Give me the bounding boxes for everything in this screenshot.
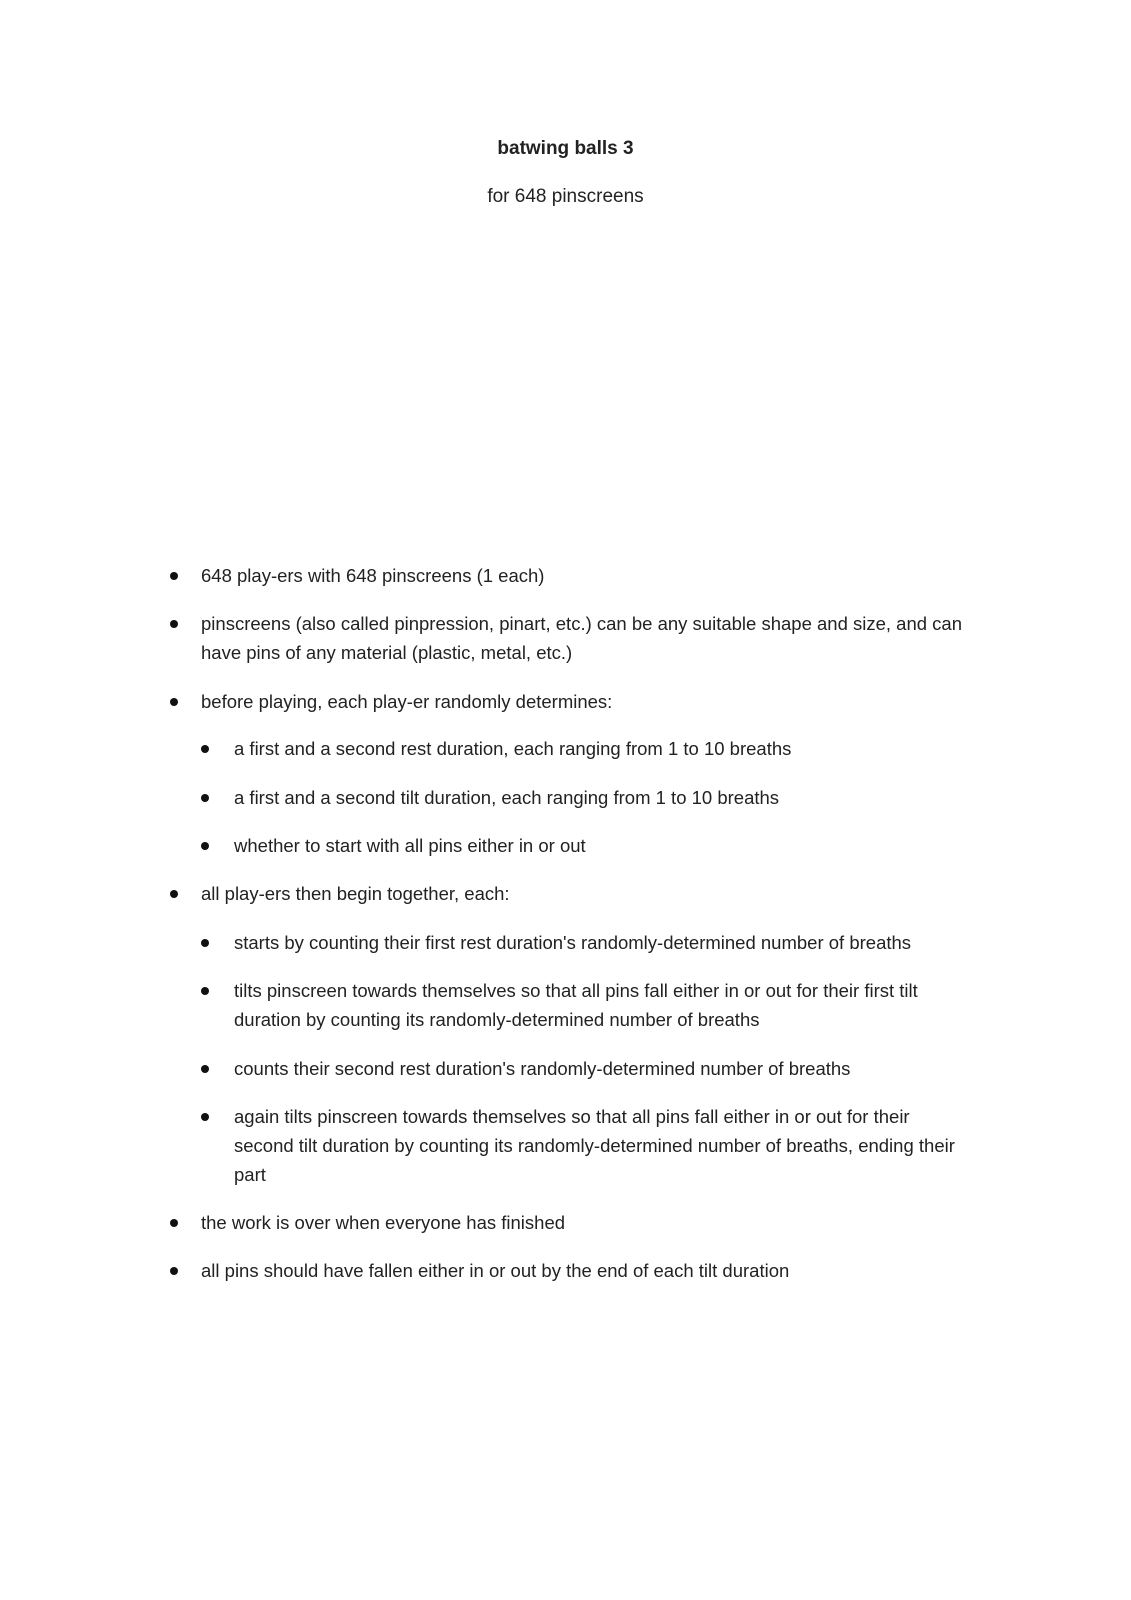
list-item xyxy=(234,928,974,957)
list-item-text: pinscreens (also called pinpression, pinart, etc.) can be any suitable shape and size, and can have pins of any material (plastic, metal, etc.) xyxy=(201,613,963,663)
list-item xyxy=(201,687,981,716)
list-item xyxy=(234,734,974,763)
bullet-icon xyxy=(170,890,178,898)
list-item-text: the work is over when everyone has finished xyxy=(201,1212,566,1233)
list-item xyxy=(201,1208,981,1237)
bullet-icon xyxy=(170,698,178,706)
list-item xyxy=(234,831,974,860)
list-item xyxy=(201,1256,981,1285)
list-item xyxy=(201,879,981,908)
bullet-icon xyxy=(201,1113,209,1121)
list-item xyxy=(234,976,964,1034)
list-item-text: all play-ers then begin together, each: xyxy=(201,883,510,904)
list-item-text: counts their second rest duration's randomly-determined number of breaths xyxy=(234,1058,851,1079)
list-item-text: all pins should have fallen either in or out by the end of each tilt duration xyxy=(201,1260,790,1281)
document-subtitle: for 648 pinscreens xyxy=(487,186,644,207)
list-item xyxy=(234,783,974,812)
list-item-text: 648 play-ers with 648 pinscreens (1 each) xyxy=(201,565,545,586)
list-item xyxy=(201,609,981,667)
bullet-icon xyxy=(201,842,209,850)
list-item-text: a first and a second rest duration, each ranging from 1 to 10 breaths xyxy=(234,738,792,759)
bullet-icon xyxy=(170,620,178,628)
document-title: batwing balls 3 xyxy=(497,138,634,159)
bullet-icon xyxy=(201,987,209,995)
bullet-icon xyxy=(201,939,209,947)
list-item-text: tilts pinscreen towards themselves so that all pins fall either in or out for their first tilt duration by counting its randomly-determined number of breaths xyxy=(234,980,918,1030)
list-item xyxy=(201,561,981,590)
bullet-icon xyxy=(170,1267,178,1275)
bullet-icon xyxy=(201,1065,209,1073)
list-item-text: again tilts pinscreen towards themselves so that all pins fall either in or out for their second tilt duration by counting its randomly-determined number of breaths, ending their part xyxy=(234,1106,955,1185)
list-item-text: whether to start with all pins either in or out xyxy=(234,835,586,856)
list-item-text: before playing, each play-er randomly determines: xyxy=(201,691,613,712)
list-item xyxy=(234,1054,974,1083)
list-item-text: starts by counting their first rest duration's randomly-determined number of breaths xyxy=(234,932,912,953)
bullet-icon xyxy=(170,572,178,580)
bullet-icon xyxy=(201,794,209,802)
list-item xyxy=(234,1102,964,1189)
bullet-icon xyxy=(201,745,209,753)
list-item-text: a first and a second tilt duration, each ranging from 1 to 10 breaths xyxy=(234,787,780,808)
bullet-icon xyxy=(170,1219,178,1227)
